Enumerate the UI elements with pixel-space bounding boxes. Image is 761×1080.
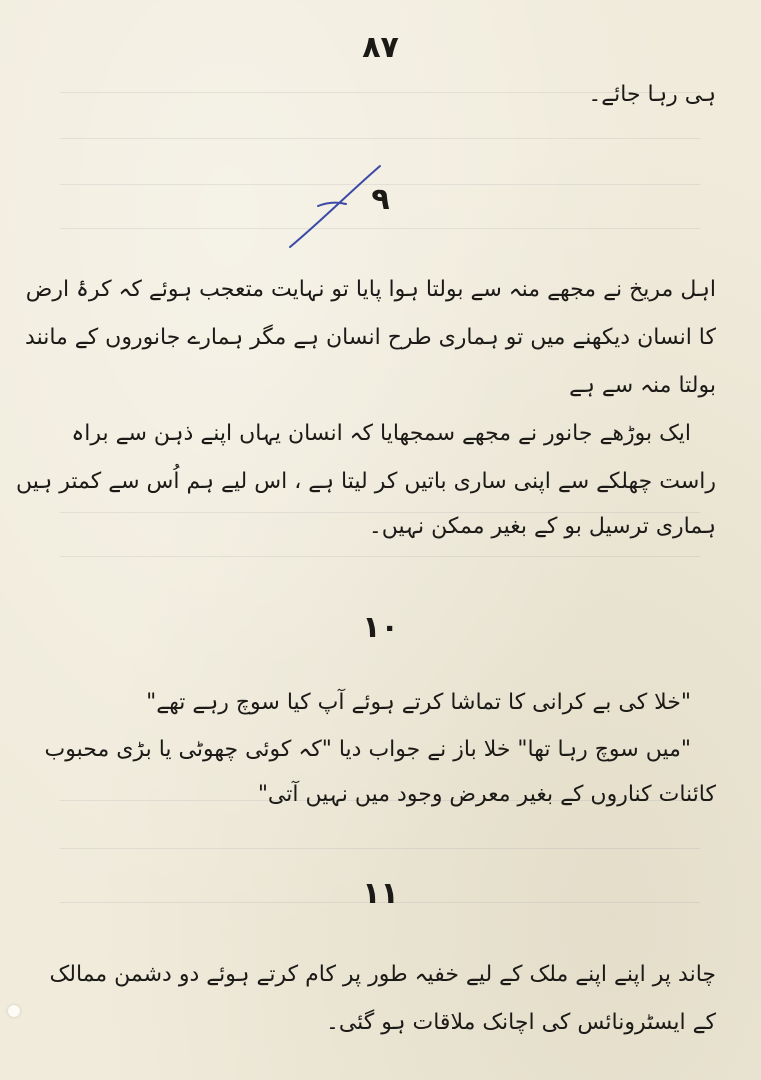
- text-line: اہل مریخ نے مجھے منہ سے بولتا ہوا پایا تو نہایت متعجب ہوئے کہ کرۂ ارض: [25, 277, 716, 302]
- text-line: کا انسان دیکھنے میں تو ہماری طرح انسان ہے مگر ہمارے جانوروں کے مانند: [25, 325, 716, 350]
- text-line: ایک بوڑھے جانور نے مجھے سمجھایا کہ انسان یہاں اپنے ذہن سے براہ: [71, 421, 691, 446]
- section-number: ۱۱: [362, 876, 399, 911]
- section-number: ۱۰: [362, 610, 399, 645]
- text-line: چاند پر اپنے اپنے ملک کے لیے خفیہ طور پر کام کرتے ہوئے دو دشمن ممالک: [49, 962, 716, 987]
- text-line: ہماری ترسیل بو کے بغیر ممکن نہیں۔: [368, 514, 716, 539]
- section-number: ۹: [371, 182, 390, 217]
- show-through-line: [60, 138, 700, 149]
- text-line: راست چھلکے سے اپنی ساری باتیں کر لیتا ہے ، اس لیے ہم اُس سے کمتر ہیں: [15, 469, 716, 494]
- pen-mark-icon: [280, 162, 390, 252]
- show-through-line: [60, 556, 700, 567]
- text-line: "میں سوچ رہا تھا" خلا باز نے جواب دیا "کہ کوئی چھوٹی یا بڑی محبوب: [44, 737, 691, 762]
- page-number: ۸۷: [362, 30, 399, 65]
- text-line: بولتا منہ سے ہے: [569, 373, 716, 398]
- text-line: "خلا کی بے کرانی کا تماشا کرتے ہوئے آپ کیا سوچ رہے تھے": [146, 690, 691, 715]
- show-through-line: [60, 848, 700, 859]
- paper-spot: [8, 1005, 20, 1017]
- text-line: کے ایسٹرونائس کی اچانک ملاقات ہو گئی۔: [325, 1010, 716, 1035]
- text-line: ہی رہا جائے۔: [588, 82, 716, 107]
- text-line: کائنات کناروں کے بغیر معرض وجود میں نہیں آتی": [257, 782, 716, 807]
